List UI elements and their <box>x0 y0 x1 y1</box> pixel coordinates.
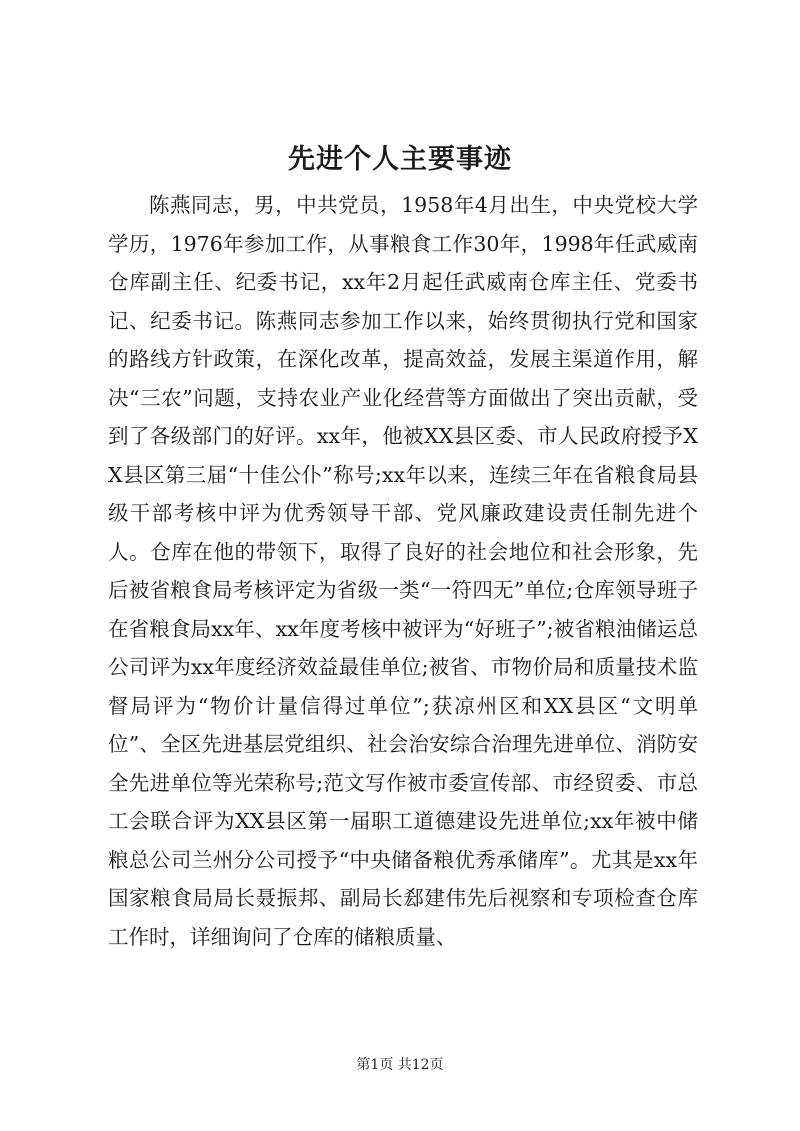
page-title: 先进个人主要事迹 <box>288 144 512 175</box>
page-number-footer: 第1页 共12页 <box>356 1057 444 1073</box>
body-paragraph: 陈燕同志，男，中共党员，1958年4月出生，中央党校大学学历，1976年参加工作，从事粮食工作30年，1998年任武威南仓库副主任、纪委书记，xx年2月起任武威南仓库主任、党委书记、纪委书记。陈燕同志参加工作以来，始终贯彻执行党和国家的路线方针政策，在深化改革，提高效益，发展主渠道作用，解决“三农”问题，支持农业产业化经营等方面做出了突出贡献，受到了各级部门的好评。xx年，他被XX县区委、市人民政府授予XX县区第三届“十佳公仆”称号;xx年以来，连续三年在省粮食局县级干部考核中评为优秀领导干部、党风廉政建设责任制先进个人。仓库在他的带领下，取得了良好的社会地位和社会形象，先后被省粮食局考核评定为省级一类“一符四无”单位;仓库领导班子在省粮食局xx年、xx年度考核中被评为“好班子”;被省粮油储运总公司评为xx年度经济效益最佳单位;被省、市物价局和质量技术监督局评为“物价计量信得过单位”;获凉州区和XX县区“文明单位”、全区先进基层党组织、社会治安综合治理先进单位、消防安全先进单位等光荣称号;范文写作被市委宣传部、市经贸委、市总工会联合评为XX县区第一届职工道德建设先进单位;xx年被中储粮总公司兰州分公司授予“中央储备粮优秀承储库”。尤其是xx年国家粮食局局长聂振邦、副局长郄建伟先后视察和专项检查仓库工作时，详细询问了仓库的储粮质量、 <box>108 193 698 949</box>
